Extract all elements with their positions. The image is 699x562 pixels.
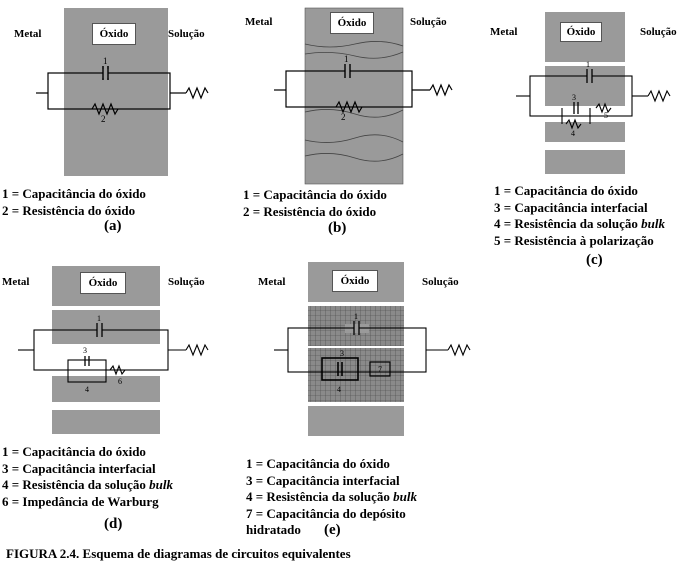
num-4-c: 4 — [571, 129, 575, 138]
solution-label-c: Solução — [640, 26, 677, 38]
solution-label-e: Solução — [422, 276, 459, 288]
num-2-a: 2 — [101, 114, 106, 124]
legend-item: 3 = Capacitância interfacial — [494, 199, 648, 215]
num-1-b: 1 — [344, 54, 349, 64]
legend-item: 1 = Capacitância do óxido — [494, 183, 638, 198]
oxide-label-d: Óxido — [80, 272, 126, 294]
legend-item: 6 = Impedância de Warburg — [2, 493, 159, 509]
legend-item: 1 = Capacitância do óxido — [2, 444, 146, 459]
oxide-layer-e-bottom — [308, 406, 404, 436]
legend-item: 4 = Resistência da solução bulk — [2, 477, 174, 492]
num-7-e: 7 — [378, 365, 382, 374]
metal-label-a: Metal — [14, 28, 42, 40]
num-3-c: 3 — [572, 93, 576, 102]
panel-letter-d: (d) — [104, 516, 123, 532]
solution-label-d: Solução — [168, 276, 205, 288]
legend-item: 5 = Resistência à polarização — [494, 232, 654, 248]
oxide-label-e: Óxido — [332, 270, 378, 292]
num-3-d: 3 — [83, 346, 87, 355]
figure-caption: FIGURA 2.4. Esquema de diagramas de circuitos equivalentes — [6, 546, 351, 561]
legend-item: 1 = Capacitância do óxido — [2, 186, 146, 201]
num-5-c: 5 — [604, 111, 608, 120]
legend-item: 1 = Capacitância do óxido — [246, 456, 390, 471]
panel-letter-e: (e) — [324, 522, 341, 538]
solution-label-b: Solução — [410, 16, 447, 28]
metal-label-c: Metal — [490, 26, 518, 38]
panel-letter-c: (c) — [586, 252, 603, 268]
num-1-c: 1 — [586, 60, 590, 69]
panel-letter-b: (b) — [328, 220, 347, 236]
panel-letter-a: (a) — [104, 218, 122, 234]
oxide-label-b: Óxido — [330, 12, 374, 34]
oxide-label-c: Óxido — [560, 22, 602, 42]
legend-item: hidratado — [246, 522, 301, 537]
legend-item: 2 = Resistência do óxido — [2, 202, 136, 218]
num-2-b: 2 — [341, 112, 346, 122]
legend-item: 3 = Capacitância interfacial — [2, 460, 156, 476]
legend-item: 2 = Resistência do óxido — [243, 203, 377, 219]
legend-item: 4 = Resistência da solução bulk — [494, 216, 666, 231]
num-1-d: 1 — [97, 314, 101, 323]
num-4-d: 4 — [85, 385, 89, 394]
legend-item: 1 = Capacitância do óxido — [243, 187, 387, 202]
oxide-label-a: Óxido — [92, 23, 136, 45]
num-1-e: 1 — [354, 312, 358, 321]
metal-label-e: Metal — [258, 276, 286, 288]
num-1-a: 1 — [103, 56, 108, 66]
num-6-d: 6 — [118, 377, 122, 386]
legend-item: 7 = Capacitância do depósito — [246, 505, 406, 521]
num-3-e: 3 — [340, 349, 344, 358]
num-4-e: 4 — [337, 385, 341, 394]
legend-item: 3 = Capacitância interfacial — [246, 472, 400, 488]
metal-label-d: Metal — [2, 276, 30, 288]
solution-label-a: Solução — [168, 28, 205, 40]
legend-item: 4 = Resistência da solução bulk — [246, 489, 418, 504]
metal-label-b: Metal — [245, 16, 273, 28]
